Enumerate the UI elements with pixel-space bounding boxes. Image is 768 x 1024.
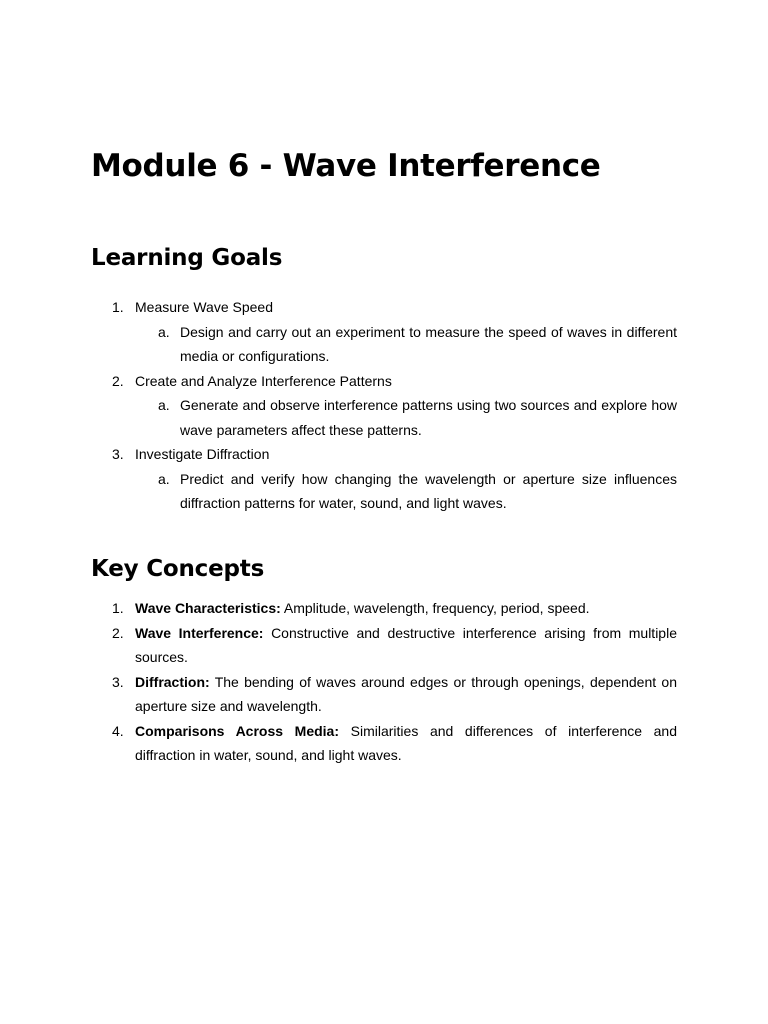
sub-list-letter: a.: [158, 323, 170, 340]
key-concept-term: Diffraction:: [135, 673, 210, 690]
learning-goal-item: [91, 369, 677, 443]
key-concept-item: [91, 670, 677, 719]
learning-goal-text: Measure Wave Speed: [135, 299, 273, 315]
key-concept-term: Wave Characteristics:: [135, 600, 281, 616]
key-concept-description: Amplitude, wavelength, frequency, period, speed.: [280, 600, 590, 616]
list-number: 1.: [112, 600, 124, 616]
sub-list-letter: a.: [158, 470, 170, 487]
sub-list-letter: a.: [158, 397, 170, 413]
learning-goal-text: Investigate Diffraction: [135, 446, 270, 462]
list-number: 2.: [112, 624, 124, 641]
list-number: 3.: [112, 446, 124, 462]
learning-goal-subitem: [91, 467, 677, 516]
list-number: 2.: [112, 372, 124, 389]
key-concept-item: [91, 719, 677, 768]
learning-goal-subitem: [91, 320, 677, 369]
key-concept-description: Similarities and differences of interference and diffraction in water, sound, and light waves.: [135, 722, 677, 763]
list-number: 3.: [112, 673, 124, 690]
key-concepts-heading: Key Concepts: [91, 556, 265, 582]
key-concept-description: Constructive and destructive interference arising from multiple sources.: [135, 624, 677, 665]
key-concept-term: Wave Interference:: [135, 624, 264, 641]
key-concept-item: [91, 596, 677, 621]
learning-goal-subitem-text: Predict and verify how changing the wavelength or aperture size influences diffraction patterns for water, sound, and light waves.: [180, 470, 677, 511]
key-concept-item: [91, 621, 677, 670]
key-concept-description: The bending of waves around edges or through openings, dependent on aperture size and wavelength.: [135, 673, 677, 714]
list-number: 4.: [112, 722, 124, 739]
learning-goal-item: [91, 295, 677, 369]
learning-goals-list: [91, 295, 677, 516]
learning-goal-text: Create and Analyze Interference Patterns: [135, 372, 392, 389]
learning-goal-item: [91, 442, 677, 516]
learning-goal-subitem: [91, 393, 677, 442]
key-concept-term: Comparisons Across Media:: [135, 722, 340, 739]
learning-goals-heading: Learning Goals: [91, 245, 283, 271]
list-number: 1.: [112, 299, 124, 315]
learning-goal-subitem-text: Design and carry out an experiment to measure the speed of waves in different media or configurations.: [180, 323, 677, 364]
learning-goal-subitem-text: Generate and observe interference patterns using two sources and explore how wave parameters affect these patterns.: [180, 397, 677, 438]
key-concepts-list: [91, 596, 677, 768]
page-title: Module 6 - Wave Interference: [91, 148, 601, 184]
